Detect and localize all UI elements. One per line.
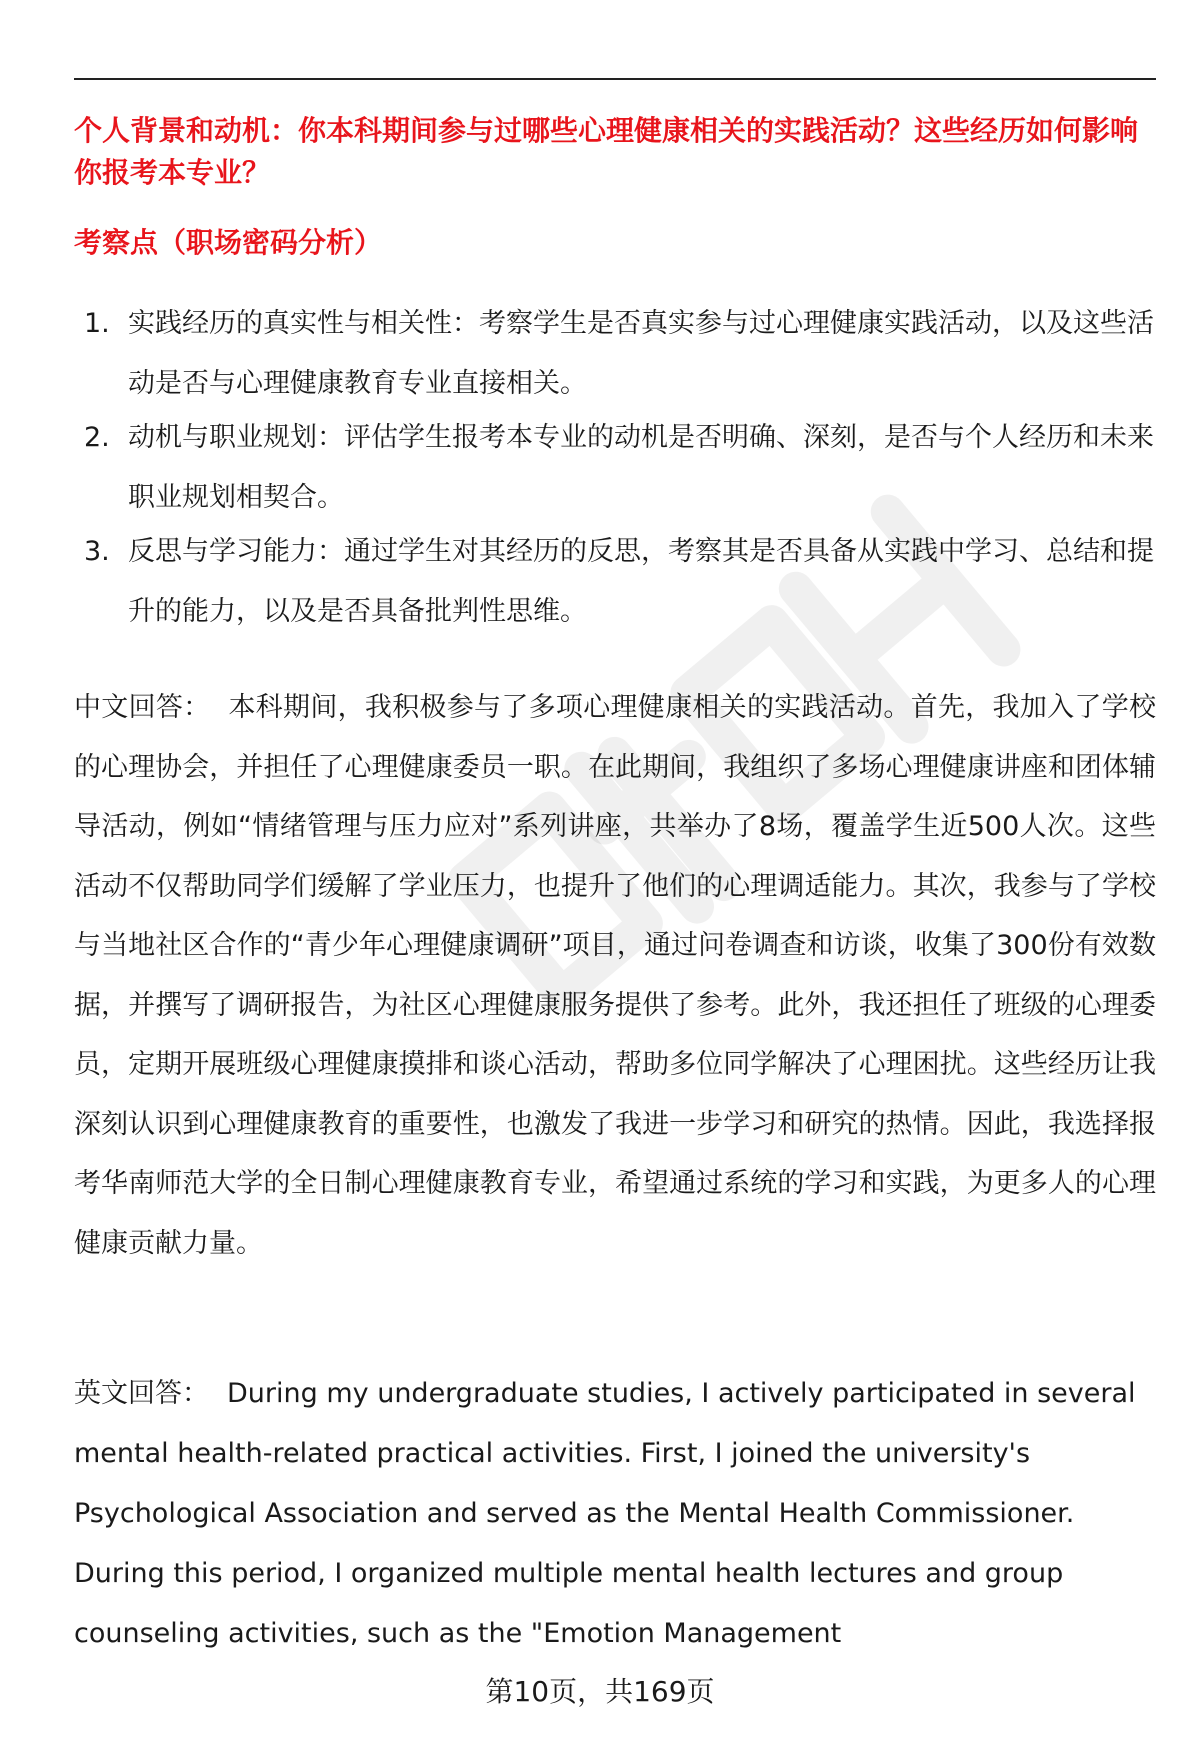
chinese-answer-label: 中文回答：	[74, 692, 211, 723]
question-heading: 个人背景和动机：你本科期间参与过哪些心理健康相关的实践活动？这些经历如何影响你报考本专业？	[74, 114, 1139, 189]
page-footer: 第10页，共169页	[485, 1675, 715, 1708]
focus-title: 考察点（职场密码分析）	[74, 226, 383, 259]
english-answer-label: 英文回答：	[74, 1378, 209, 1409]
list-item	[74, 408, 1154, 528]
list-item-number: 2.	[84, 422, 110, 453]
english-answer	[74, 1364, 1164, 1664]
list-item	[74, 522, 1154, 642]
list-item-number: 1.	[84, 308, 110, 339]
chinese-answer-text: 本科期间，我积极参与了多项心理健康相关的实践活动。首先，我加入了学校的心理协会，并担任了心理健康委员一职。在此期间，我组织了多场心理健康讲座和团体辅导活动，例如“情绪管理与压力应对”系列讲座，共举办了8场，覆盖学生近500人次。这些活动不仅帮助同学们缓解了学业压力，也提升了他们的心理调适能力。其次，我参与了学校与当地社区合作的“青少年心理健康调研”项目，通过问卷调查和访谈，收集了300份有效数据，并撰写了调研报告，为社区心理健康服务提供了参考。此外，我还担任了班级的心理委员，定期开展班级心理健康摸排和谈心活动，帮助多位同学解决了心理困扰。这些经历让我深刻认识到心理健康教育的重要性，也激发了我进一步学习和研究的热情。因此，我选择报考华南师范大学的全日制心理健康教育专业，希望通过系统的学习和实践，为更多人的心理健康贡献力量。	[74, 692, 1157, 1259]
top-divider	[74, 78, 1156, 80]
list-item-text: 实践经历的真实性与相关性：考察学生是否真实参与过心理健康实践活动，以及这些活动是否与心理健康教育专业直接相关。	[128, 308, 1154, 399]
chinese-answer	[74, 678, 1156, 1273]
list-item-text: 动机与职业规划：评估学生报考本专业的动机是否明确、深刻，是否与个人经历和未来职业规划相契合。	[128, 422, 1154, 513]
focus-list	[74, 294, 1154, 642]
english-answer-text: During my undergraduate studies, I actively participated in several mental health-related practical activities. First, I joined the university's Psychological Association and served as the Mental Health Commissioner. During this period, I organized multiple mental health lectures and group counseling activities, such as the "Emotion Management	[74, 1378, 1136, 1649]
list-item-number: 3.	[84, 536, 110, 567]
list-item	[74, 294, 1154, 414]
list-item-text: 反思与学习能力：通过学生对其经历的反思，考察其是否具备从实践中学习、总结和提升的能力，以及是否具备批判性思维。	[128, 536, 1154, 627]
